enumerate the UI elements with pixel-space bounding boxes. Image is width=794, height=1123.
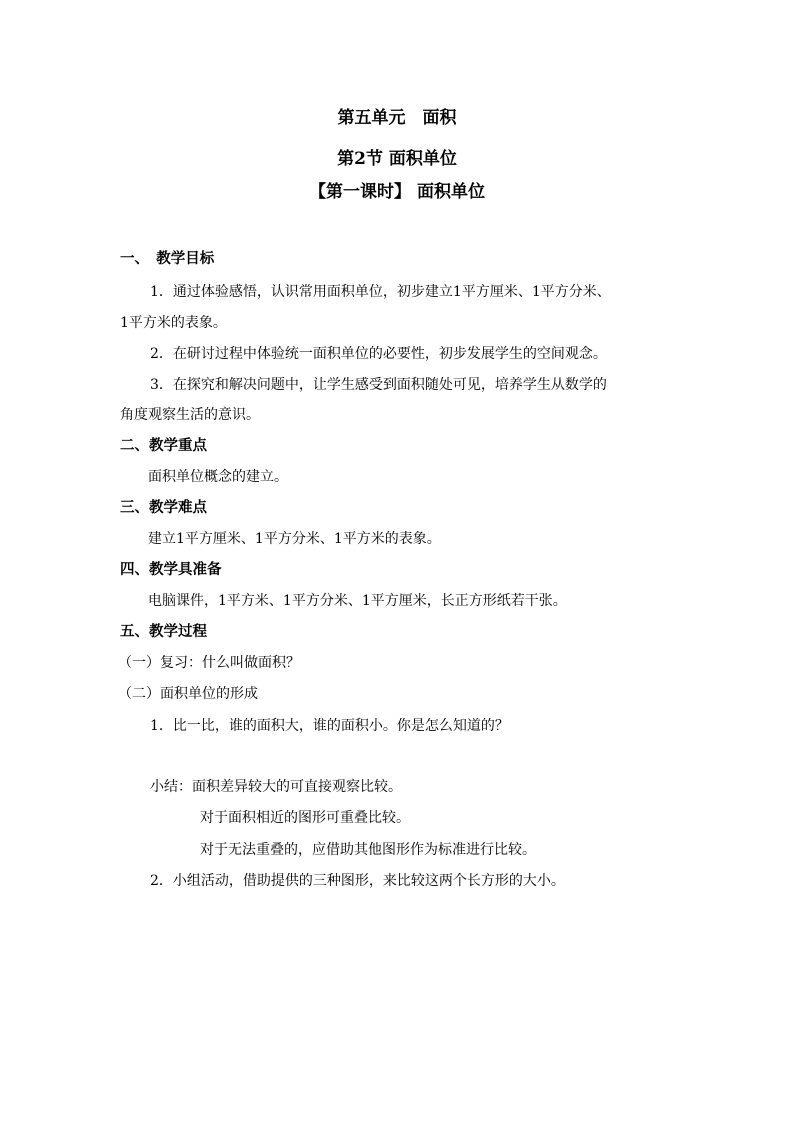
- materials-heading: 四、教学具准备: [120, 561, 222, 578]
- lesson-title: 【第一课时】 面积单位: [309, 182, 485, 202]
- formation-item: （二）面积单位的形成: [118, 686, 258, 702]
- difficulties-text: 建立1平方厘米、1平方分米、1平方米的表象。: [148, 531, 441, 547]
- materials-text: 电脑课件，1平方米、1平方分米、1平方厘米，长正方形纸若干张。: [148, 593, 567, 609]
- summary-line-2: 对于面积相近的图形可重叠比较。: [200, 810, 410, 826]
- objective-3-line-2: 角度观察生活的意识。: [120, 407, 260, 423]
- review-item: （一）复习：什么叫做面积？: [118, 655, 300, 671]
- objective-3-line-1: 3．在探究和解决问题中，让学生感受到面积随处可见，培养学生从数学的: [150, 377, 607, 393]
- objective-2: 2．在研讨过程中体验统一面积单位的必要性，初步发展学生的空间观念。: [150, 346, 607, 362]
- summary-line-3: 对于无法重叠的，应借助其他图形作为标准进行比较。: [200, 842, 536, 858]
- summary-line-1: 小结：面积差异较大的可直接观察比较。: [150, 779, 402, 795]
- section-title: 第2节 面积单位: [337, 149, 457, 169]
- objective-1-line-1: 1．通过体验感悟，认识常用面积单位，初步建立1平方厘米、1平方分米、: [150, 284, 611, 300]
- unit-title: 第五单元 面积: [337, 108, 457, 128]
- step-1: 1．比一比，谁的面积大，谁的面积小。你是怎么知道的？: [150, 718, 509, 734]
- objectives-heading: 一、 教学目标: [120, 250, 215, 267]
- difficulties-heading: 三、教学难点: [120, 499, 207, 516]
- objective-1-line-2: 1平方米的表象。: [120, 315, 227, 331]
- step-2: 2．小组活动，借助提供的三种图形，来比较这两个长方形的大小。: [150, 873, 565, 889]
- key-points-text: 面积单位概念的建立。: [148, 469, 288, 485]
- key-points-heading: 二、教学重点: [120, 437, 207, 454]
- process-heading: 五、教学过程: [120, 623, 207, 640]
